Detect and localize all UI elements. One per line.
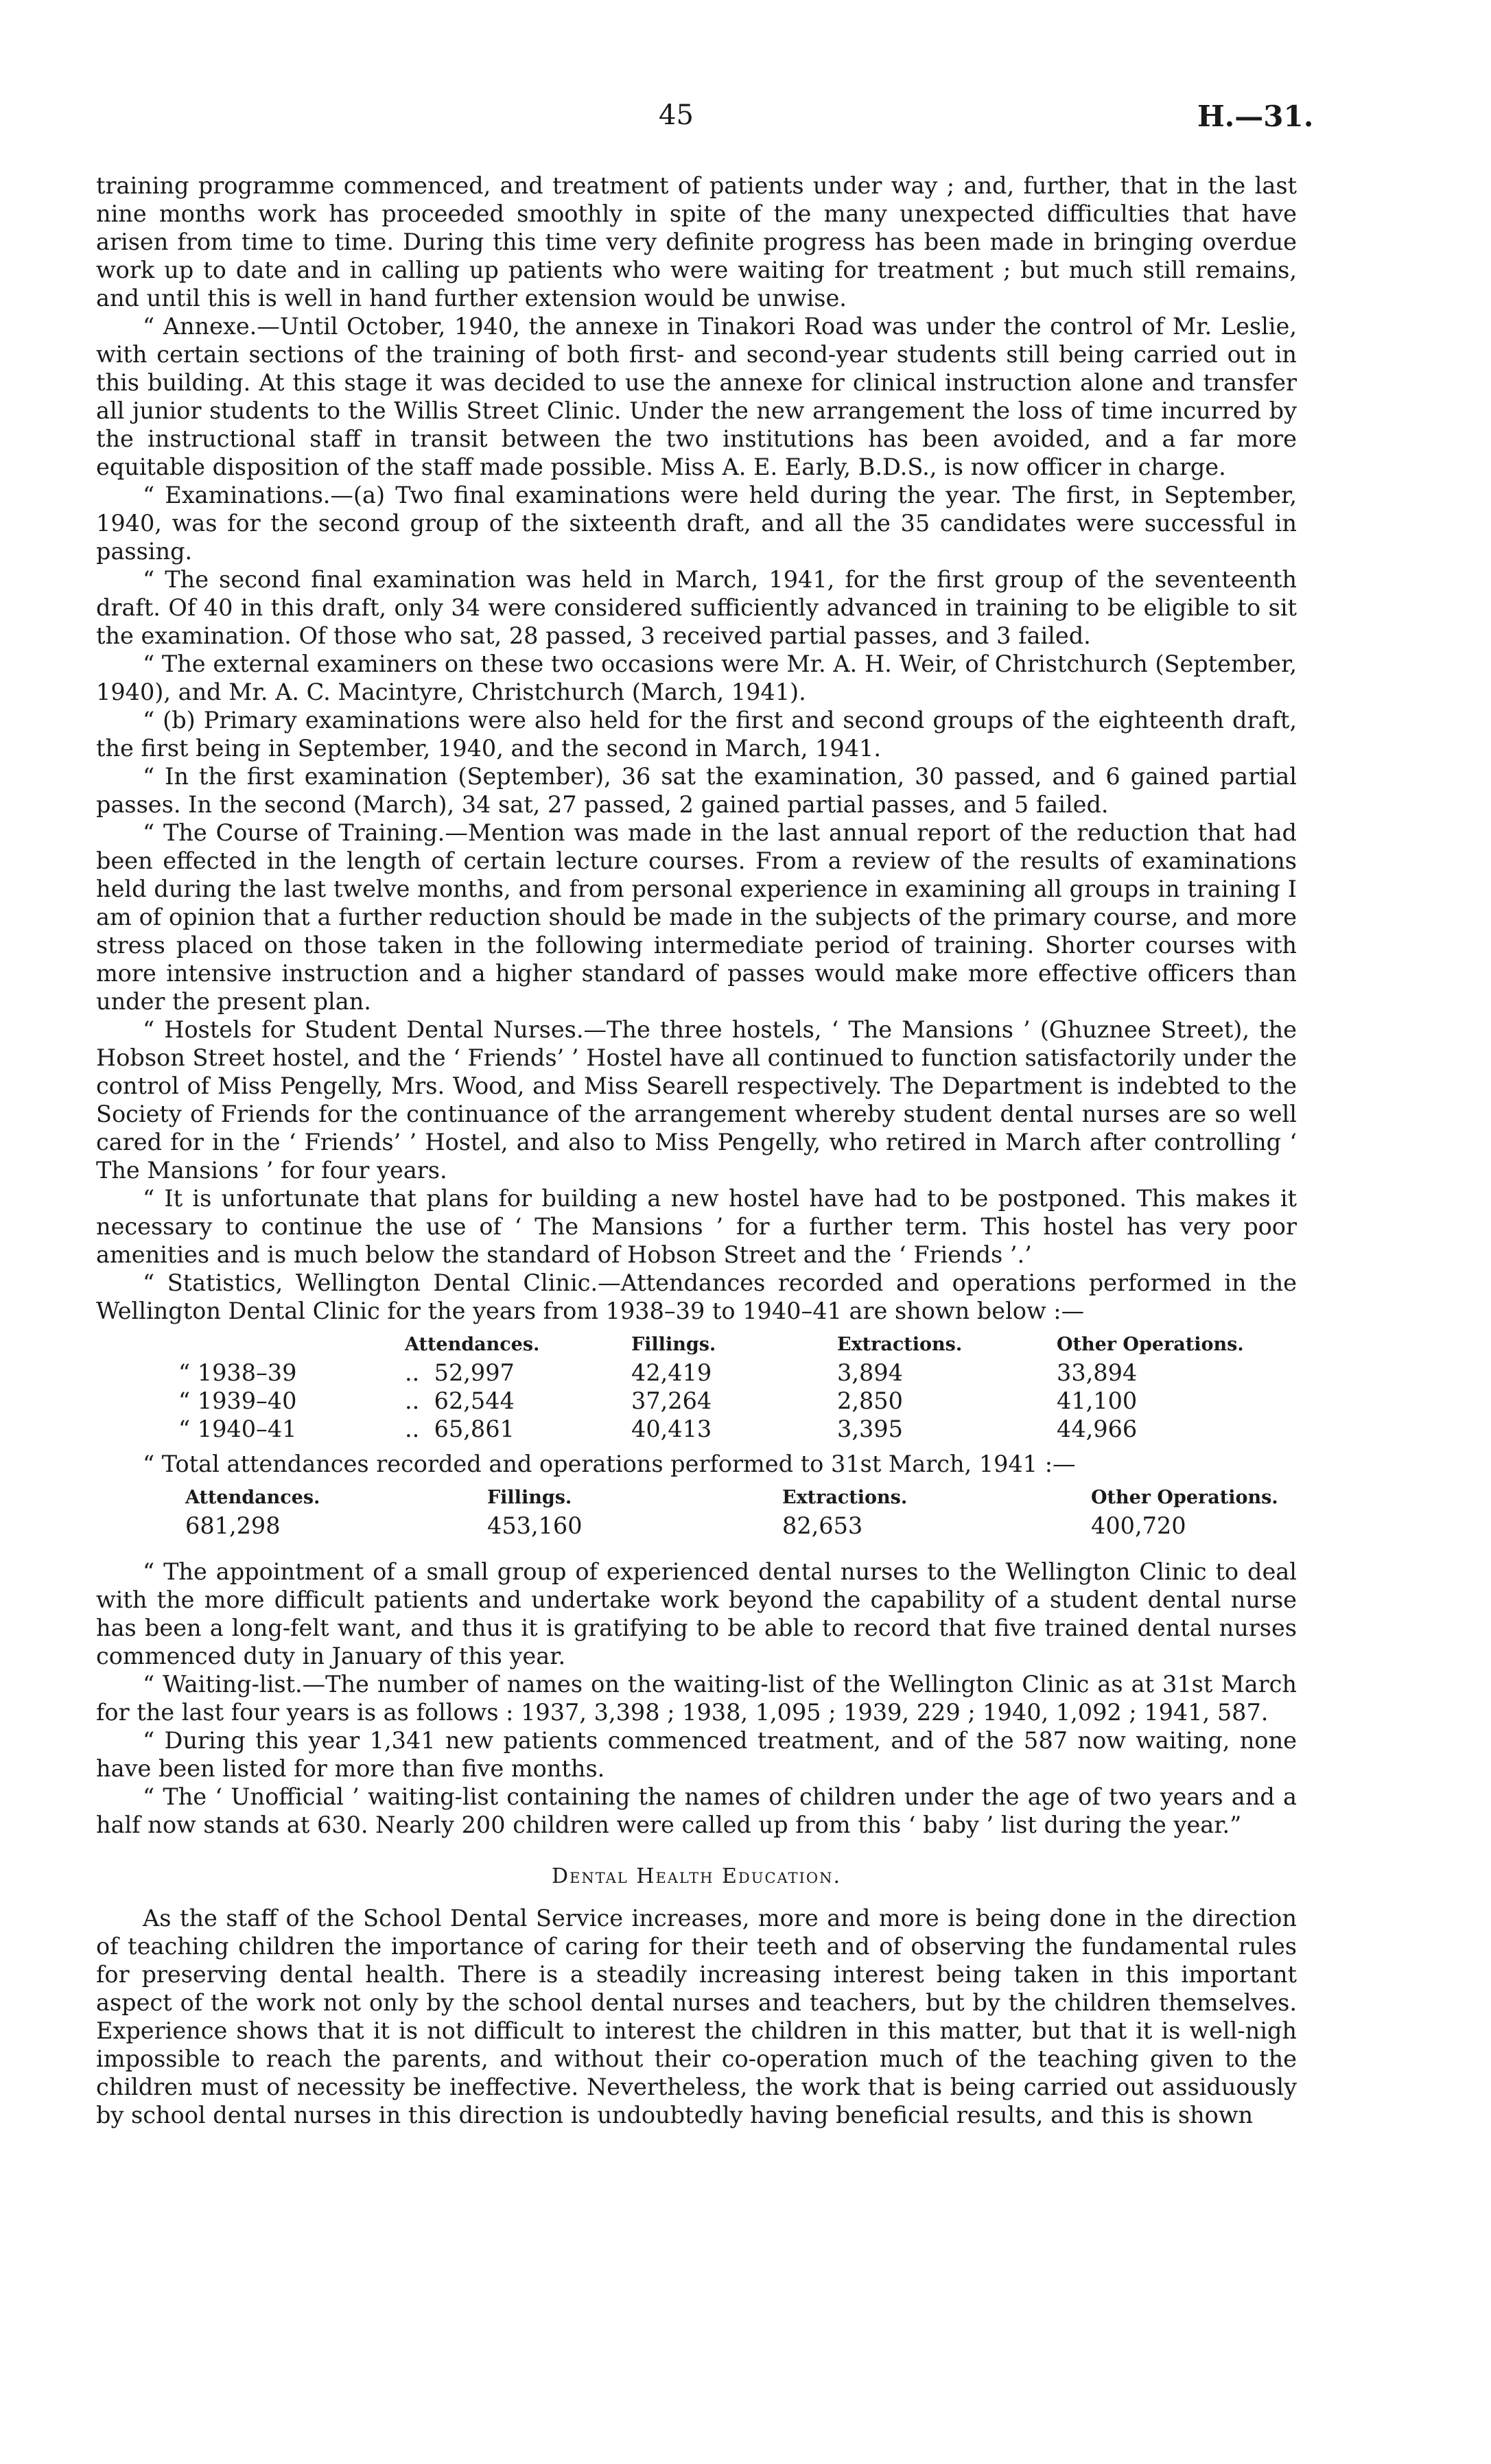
paragraph-hostels: “ Hostels for Student Dental Nurses.—The three hostels, ‘ The Mansions ’ (Ghuznee Street), the Hobson Street hostel, and the ‘ Friends’ ’ Hostel have all continued to function satisfactorily under the control of Miss Pengelly, Mrs. Wood, and Miss Searell respectively. The Department is indebted to the Society of Friends for the continuance of the arrangement whereby student dental nurses are so well cared for in the ‘ Friends’ ’ Hostel, and also to Miss Pengelly, who retired in March after controlling ‘ The Mansions ’ for four years. <box>96 1016 1297 1184</box>
table-cell-attendances: 65,861 <box>434 1416 515 1442</box>
paragraph: “ (b) Primary examinations were also held for the first and second groups of the eighteenth draft, the first being in September, 1940, and the second in March, 1941. <box>96 707 1297 762</box>
table-cell: 3,395 <box>837 1416 903 1442</box>
leader-dots: .. <box>405 1416 420 1442</box>
page-number: 45 <box>659 99 694 131</box>
table-cell-year: “ 1938–39 <box>178 1359 297 1386</box>
table-cell-year: “ 1939–40 <box>178 1387 297 1414</box>
table-header: Attendances. <box>185 1487 320 1508</box>
paragraph: As the staff of the School Dental Service increases, more and more is being done in the direction of teaching children the importance of caring for their teeth and of observing the fundamental rules for preserving dental health. There is a steadily increasing interest being taken in this important aspect of the work not only by the school dental nurses and teachers, but by the children themselves. Experience shows that it is not difficult to interest the children in this matter, but that it is well-nigh impossible to reach the parents, and without their co-operation much of the teaching given to the children must of necessity be ineffective. Nevertheless, the work that is being carried out assiduously by school dental nurses in this direction is undoubtedly having beneficial results, and this is shown <box>96 1905 1297 2128</box>
table-header: Fillings. <box>631 1334 716 1355</box>
table-cell: 42,419 <box>631 1359 712 1386</box>
table-cell: 400,720 <box>1091 1512 1186 1539</box>
section-heading: Dental Health Education. <box>552 1864 841 1888</box>
table-header: Extractions. <box>837 1334 963 1355</box>
paragraph: “ The external examiners on these two occasions were Mr. A. H. Weir, of Christchurch (September, 1940), and Mr. A. C. Macintyre, Christchurch (March, 1941). <box>96 650 1297 705</box>
table-cell: 44,966 <box>1057 1416 1138 1442</box>
paragraph: “ It is unfortunate that plans for building a new hostel have had to be postponed. This makes it necessary to continue the use of ‘ The Mansions ’ for a further term. This hostel has very poor amenities and is much below the standard of Hobson Street and the ‘ Friends ’.’ <box>96 1185 1297 1268</box>
table-header: Other Operations. <box>1091 1487 1278 1508</box>
document-body <box>96 172 1297 2129</box>
table-cell: 40,413 <box>631 1416 712 1442</box>
table-cell-year: “ 1940–41 <box>178 1416 297 1442</box>
paragraph-totals-intro: “ Total attendances recorded and operations performed to 31st March, 1941 :— <box>143 1451 1076 1477</box>
table-header: Fillings. <box>487 1487 572 1508</box>
statistics-table <box>178 1330 1297 1443</box>
table-cell: 33,894 <box>1057 1359 1138 1386</box>
paragraph-examinations: “ Examinations.—(a) Two final examinations were held during the year. The first, in September, 1940, was for the second group of the sixteenth draft, and all the 35 candidates were successful in passing. <box>96 482 1297 565</box>
table-header-blank <box>178 1330 405 1359</box>
table-cell <box>405 1359 631 1387</box>
table-cell: 2,850 <box>837 1387 903 1414</box>
leader-dots: .. <box>405 1387 420 1414</box>
paragraph: “ The appointment of a small group of experienced dental nurses to the Wellington Clinic to deal with the more difficult patients and undertake work beyond the capability of a student dental nurse has been a long-felt want, and thus it is gratifying to be able to record that five trained dental nurses commenced duty in January of this year. <box>96 1558 1297 1669</box>
paragraph: “ The ‘ Unofficial ’ waiting-list containing the names of children under the age of two years and a half now stands at 630. Nearly 200 children were called up from this ‘ baby ’ list during the year.” <box>96 1783 1297 1838</box>
table-cell: 82,653 <box>782 1512 863 1539</box>
table-cell <box>405 1387 631 1415</box>
paragraph-annexe: “ Annexe.—Until October, 1940, the annexe in Tinakori Road was under the control of Mr. Leslie, with certain sections of the training of both first- and second-year students still being carried out in this building. At this stage it was decided to use the annexe for clinical instruction alone and transfer all junior students to the Willis Street Clinic. Under the new arrangement the loss of time incurred by the instructional staff in transit between the two institutions has been avoided, and a far more equitable disposition of the staff made possible. Miss A. E. Early, B.D.S., is now officer in charge. <box>96 313 1297 480</box>
paragraph: “ In the first examination (September), 36 sat the examination, 30 passed, and 6 gained partial passes. In the second (March), 34 sat, 27 passed, 2 gained partial passes, and 5 failed. <box>96 763 1297 818</box>
totals-table <box>185 1483 1297 1540</box>
document-reference: H.—31. <box>1197 99 1314 133</box>
table-header: Extractions. <box>782 1487 908 1508</box>
table-cell: 3,894 <box>837 1359 903 1386</box>
table-cell-attendances: 52,997 <box>434 1359 515 1386</box>
paragraph: “ The second final examination was held in March, 1941, for the first group of the seventeenth draft. Of 40 in this draft, only 34 were considered sufficiently advanced in training to be eligible to sit the examination. Of those who sat, 28 passed, 3 received partial passes, and 3 failed. <box>96 566 1297 649</box>
table-header: Other Operations. <box>1057 1334 1244 1355</box>
paragraph-statistics: “ Statistics, Wellington Dental Clinic.—Attendances recorded and operations performed in the Wellington Dental Clinic for the years from 1938–39 to 1940–41 are shown below :— <box>96 1269 1297 1324</box>
leader-dots: .. <box>405 1359 420 1386</box>
paragraph: “ During this year 1,341 new patients commenced treatment, and of the 587 now waiting, none have been listed for more than five months. <box>96 1727 1297 1782</box>
table-cell: 37,264 <box>631 1387 712 1414</box>
table-cell-attendances: 62,544 <box>434 1387 515 1414</box>
table-header: Attendances. <box>405 1334 540 1355</box>
paragraph-waiting-list: “ Waiting-list.—The number of names on the waiting-list of the Wellington Clinic as at 31st March for the last four years is as follows : 1937, 3,398 ; 1938, 1,095 ; 1939, 229 ; 1940, 1,092 ; 1941, 587. <box>96 1671 1297 1726</box>
table-cell: 681,298 <box>185 1512 281 1539</box>
table-cell: 453,160 <box>487 1512 583 1539</box>
paragraph: training programme commenced, and treatment of patients under way ; and, further, that in the last nine months work has proceeded smoothly in spite of the many unexpected difficulties that have arisen from time to time. During this time very definite progress has been made in bringing overdue work up to date and in calling up patients who were waiting for treatment ; but much still remains, and until this is well in hand further extension would be unwise. <box>96 172 1297 312</box>
paragraph-course-of-training: “ The Course of Training.—Mention was made in the last annual report of the reduction that had been effected in the length of certain lecture courses. From a review of the results of examinations held during the last twelve months, and from personal experience in examining all groups in training I am of opinion that a further reduction should be made in the subjects of the primary course, and more stress placed on those taken in the following intermediate period of training. Shorter courses with more intensive instruction and a higher standard of passes would make more effective officers than under the present plan. <box>96 819 1297 1015</box>
table-cell <box>405 1415 631 1443</box>
table-cell: 41,100 <box>1057 1387 1138 1414</box>
